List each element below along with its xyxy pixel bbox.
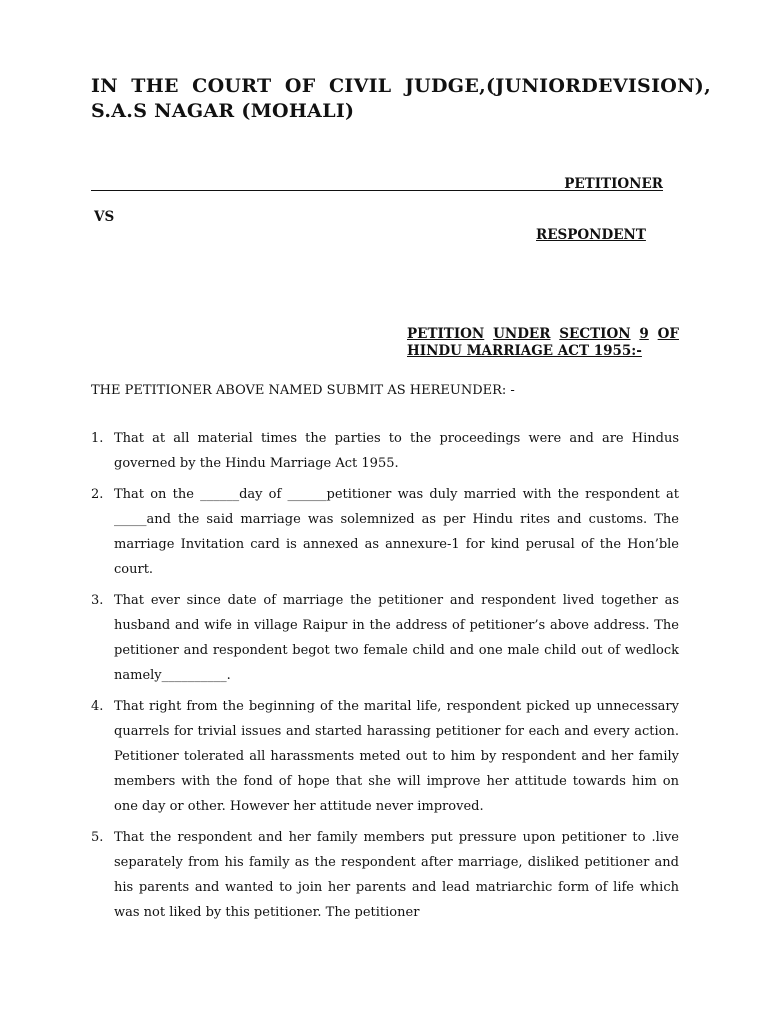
paragraph-number: 3. bbox=[91, 593, 104, 608]
petition-title-line1 bbox=[407, 326, 679, 343]
petitioner-label: PETITIONER bbox=[564, 176, 663, 192]
heading-word: CIVIL bbox=[328, 75, 392, 97]
heading-word: THE bbox=[131, 75, 179, 97]
title-word: 9 bbox=[639, 326, 649, 342]
court-heading-line2: S.A.S NAGAR (MOHALI) bbox=[91, 100, 355, 122]
paragraph-number: 5. bbox=[91, 830, 104, 845]
heading-word: JUDGE,(JUNIORDEVISION), bbox=[404, 75, 711, 97]
list-item bbox=[91, 588, 679, 688]
title-word: SECTION bbox=[559, 326, 631, 342]
paragraph-text: That on the ______day of ______petitioner was duly married with the respondent at _____and the said marriage was solemnized as per Hindu rites and customs. The marriage Invitation card is annexed as annexure-1 for kind perusal of the Hon’ble court. bbox=[114, 487, 679, 577]
heading-word: OF bbox=[284, 75, 316, 97]
versus-label: VS bbox=[94, 209, 115, 225]
paragraph-text: That ever since date of marriage the petitioner and respondent lived together as husband and wife in village Raipur in the address of petitioner’s above address. The petitioner and respondent begot two female child and one male child out of wedlock namely__________. bbox=[114, 593, 679, 683]
heading-word: IN bbox=[91, 75, 118, 97]
heading-word: COURT bbox=[192, 75, 272, 97]
petition-title bbox=[407, 326, 679, 360]
intro-statement: THE PETITIONER ABOVE NAMED SUBMIT AS HEREUNDER: - bbox=[91, 383, 515, 398]
list-item bbox=[91, 482, 679, 582]
paragraph-number: 2. bbox=[91, 487, 104, 502]
title-word: UNDER bbox=[493, 326, 551, 342]
list-item bbox=[91, 694, 679, 819]
paragraph-text: That at all material times the parties to the proceedings were and are Hindus governed by the Hindu Marriage Act 1955. bbox=[114, 431, 679, 471]
paragraph-number: 1. bbox=[91, 431, 104, 446]
paragraph-text: That right from the beginning of the marital life, respondent picked up unnecessary quarrels for trivial issues and started harassing petitioner for each and every action. Petitioner tolerated all harassments meted out to him by respondent and her family members with the fond of hope that she will improve her attitude towards him on one day or other. However her attitude never improved. bbox=[114, 699, 679, 814]
list-item bbox=[91, 825, 679, 925]
court-heading bbox=[91, 74, 711, 124]
paragraph-list bbox=[91, 426, 679, 931]
list-item bbox=[91, 426, 679, 476]
title-word: PETITION bbox=[407, 326, 485, 342]
paragraph-text: That the respondent and her family members put pressure upon petitioner to .live separately from his family as the respondent after marriage, disliked petitioner and his parents and wanted to join her parents and lead matriarchic form of life which was not liked by this petitioner. The petitioner bbox=[114, 830, 679, 920]
petition-title-line2: HINDU MARRIAGE ACT 1955:- bbox=[407, 343, 642, 359]
respondent-label: RESPONDENT bbox=[536, 227, 646, 243]
title-word: OF bbox=[657, 326, 679, 342]
court-heading-line1 bbox=[91, 74, 711, 99]
paragraph-number: 4. bbox=[91, 699, 104, 714]
